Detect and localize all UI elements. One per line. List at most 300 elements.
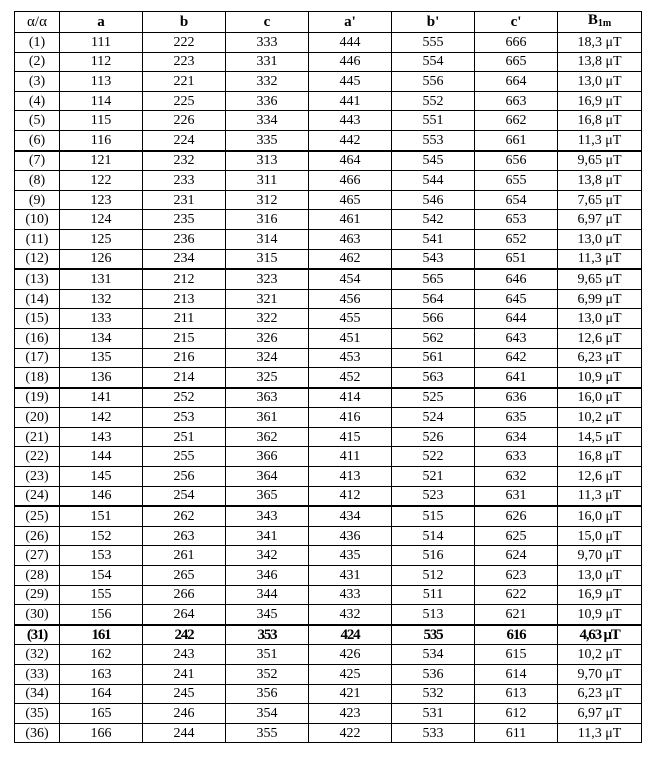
cell-b: 246 bbox=[143, 704, 226, 724]
cell-a: 111 bbox=[60, 33, 143, 53]
cell-c-prime: 643 bbox=[475, 328, 558, 348]
cell-c-prime: 654 bbox=[475, 190, 558, 210]
cell-b: 264 bbox=[143, 605, 226, 625]
cell-a: 116 bbox=[60, 130, 143, 150]
cell-index: (6) bbox=[15, 130, 60, 150]
cell-b-prime: 553 bbox=[392, 130, 475, 150]
cell-c-prime: 661 bbox=[475, 130, 558, 150]
cell-b1m: 9,70 μT bbox=[558, 665, 642, 685]
cell-a: 132 bbox=[60, 289, 143, 309]
cell-b: 243 bbox=[143, 645, 226, 665]
cell-b-prime: 533 bbox=[392, 723, 475, 743]
cell-a: 166 bbox=[60, 723, 143, 743]
cell-a: 124 bbox=[60, 210, 143, 230]
cell-a: 122 bbox=[60, 171, 143, 191]
cell-c: 353 bbox=[226, 625, 309, 645]
cell-b-prime: 535 bbox=[392, 625, 475, 645]
cell-index: (14) bbox=[15, 289, 60, 309]
cell-a: 143 bbox=[60, 427, 143, 447]
cell-c-prime: 612 bbox=[475, 704, 558, 724]
cell-a-prime: 456 bbox=[309, 289, 392, 309]
cell-b: 253 bbox=[143, 408, 226, 428]
table-row bbox=[15, 447, 642, 467]
table-row bbox=[15, 566, 642, 586]
cell-b-prime: 564 bbox=[392, 289, 475, 309]
cell-c-prime: 624 bbox=[475, 546, 558, 566]
cell-c: 326 bbox=[226, 328, 309, 348]
cell-c: 312 bbox=[226, 190, 309, 210]
cell-a: 145 bbox=[60, 467, 143, 487]
cell-index: (28) bbox=[15, 566, 60, 586]
cell-c-prime: 635 bbox=[475, 408, 558, 428]
cell-b1m: 10,9 μT bbox=[558, 605, 642, 625]
cell-index: (23) bbox=[15, 467, 60, 487]
cell-b: 213 bbox=[143, 289, 226, 309]
cell-c: 334 bbox=[226, 111, 309, 131]
cell-b1m: 11,3 μT bbox=[558, 486, 642, 506]
cell-b1m: 6,97 μT bbox=[558, 704, 642, 724]
table-row bbox=[15, 368, 642, 388]
cell-b1m: 13,0 μT bbox=[558, 229, 642, 249]
cell-a: 153 bbox=[60, 546, 143, 566]
table-row bbox=[15, 388, 642, 408]
cell-a: 115 bbox=[60, 111, 143, 131]
cell-b1m: 10,2 μT bbox=[558, 645, 642, 665]
cell-a-prime: 413 bbox=[309, 467, 392, 487]
cell-a-prime: 411 bbox=[309, 447, 392, 467]
cell-b1m: 16,8 μT bbox=[558, 111, 642, 131]
cell-b-prime: 555 bbox=[392, 33, 475, 53]
cell-b-prime: 513 bbox=[392, 605, 475, 625]
cell-index: (18) bbox=[15, 368, 60, 388]
cell-b-prime: 522 bbox=[392, 447, 475, 467]
cell-c-prime: 623 bbox=[475, 566, 558, 586]
cell-c-prime: 616 bbox=[475, 625, 558, 645]
cell-index: (25) bbox=[15, 506, 60, 526]
cell-index: (9) bbox=[15, 190, 60, 210]
cell-b1m: 7,65 μT bbox=[558, 190, 642, 210]
table-row bbox=[15, 309, 642, 329]
cell-c: 342 bbox=[226, 546, 309, 566]
table-row bbox=[15, 704, 642, 724]
table-row bbox=[15, 210, 642, 230]
cell-a: 161 bbox=[60, 625, 143, 645]
cell-a-prime: 426 bbox=[309, 645, 392, 665]
cell-index: (12) bbox=[15, 249, 60, 269]
cell-b-prime: 521 bbox=[392, 467, 475, 487]
cell-b1m: 11,3 μT bbox=[558, 130, 642, 150]
cell-c-prime: 615 bbox=[475, 645, 558, 665]
cell-c-prime: 633 bbox=[475, 447, 558, 467]
table-row bbox=[15, 229, 642, 249]
cell-index: (4) bbox=[15, 91, 60, 111]
cell-a: 126 bbox=[60, 249, 143, 269]
cell-index: (33) bbox=[15, 665, 60, 685]
cell-b-prime: 552 bbox=[392, 91, 475, 111]
cell-a-prime: 436 bbox=[309, 526, 392, 546]
cell-a: 125 bbox=[60, 229, 143, 249]
cell-b-prime: 532 bbox=[392, 684, 475, 704]
cell-a: 133 bbox=[60, 309, 143, 329]
cell-b1m: 16,8 μT bbox=[558, 447, 642, 467]
cell-c: 333 bbox=[226, 33, 309, 53]
table-row bbox=[15, 506, 642, 526]
cell-index: (1) bbox=[15, 33, 60, 53]
cell-b-prime: 525 bbox=[392, 388, 475, 408]
table-row bbox=[15, 348, 642, 368]
cell-a: 151 bbox=[60, 506, 143, 526]
cell-c-prime: 626 bbox=[475, 506, 558, 526]
cell-c-prime: 645 bbox=[475, 289, 558, 309]
cell-b-prime: 511 bbox=[392, 585, 475, 605]
cell-a: 156 bbox=[60, 605, 143, 625]
cell-a-prime: 433 bbox=[309, 585, 392, 605]
cell-b1m: 11,3 μT bbox=[558, 723, 642, 743]
cell-a-prime: 451 bbox=[309, 328, 392, 348]
cell-a: 144 bbox=[60, 447, 143, 467]
cell-b-prime: 523 bbox=[392, 486, 475, 506]
cell-c-prime: 631 bbox=[475, 486, 558, 506]
cell-b: 245 bbox=[143, 684, 226, 704]
document-page bbox=[14, 11, 641, 743]
cell-b-prime: 551 bbox=[392, 111, 475, 131]
cell-b-prime: 512 bbox=[392, 566, 475, 586]
table-row bbox=[15, 467, 642, 487]
cell-c: 345 bbox=[226, 605, 309, 625]
table-row bbox=[15, 526, 642, 546]
cell-c-prime: 651 bbox=[475, 249, 558, 269]
cell-a: 155 bbox=[60, 585, 143, 605]
cell-a: 134 bbox=[60, 328, 143, 348]
cell-c-prime: 634 bbox=[475, 427, 558, 447]
cell-b: 224 bbox=[143, 130, 226, 150]
cell-index: (8) bbox=[15, 171, 60, 191]
cell-b: 256 bbox=[143, 467, 226, 487]
table-row bbox=[15, 605, 642, 625]
cell-c: 321 bbox=[226, 289, 309, 309]
cell-b1m: 16,0 μT bbox=[558, 506, 642, 526]
cell-b: 241 bbox=[143, 665, 226, 685]
cell-b1m: 14,5 μT bbox=[558, 427, 642, 447]
cell-b1m: 12,6 μT bbox=[558, 328, 642, 348]
cell-index: (27) bbox=[15, 546, 60, 566]
cell-index: (15) bbox=[15, 309, 60, 329]
cell-a-prime: 423 bbox=[309, 704, 392, 724]
cell-b-prime: 534 bbox=[392, 645, 475, 665]
cell-a-prime: 462 bbox=[309, 249, 392, 269]
cell-c: 364 bbox=[226, 467, 309, 487]
cell-b1m: 10,9 μT bbox=[558, 368, 642, 388]
cell-a-prime: 414 bbox=[309, 388, 392, 408]
cell-c: 335 bbox=[226, 130, 309, 150]
cell-index: (26) bbox=[15, 526, 60, 546]
table-row bbox=[15, 111, 642, 131]
cell-a: 152 bbox=[60, 526, 143, 546]
cell-c: 336 bbox=[226, 91, 309, 111]
cell-a-prime: 455 bbox=[309, 309, 392, 329]
cell-a: 141 bbox=[60, 388, 143, 408]
cell-b: 231 bbox=[143, 190, 226, 210]
cell-b: 214 bbox=[143, 368, 226, 388]
cell-b: 216 bbox=[143, 348, 226, 368]
table-row bbox=[15, 585, 642, 605]
cell-a-prime: 416 bbox=[309, 408, 392, 428]
cell-index: (19) bbox=[15, 388, 60, 408]
cell-b-prime: 554 bbox=[392, 52, 475, 72]
cell-b1m: 9,65 μT bbox=[558, 269, 642, 289]
cell-c-prime: 652 bbox=[475, 229, 558, 249]
cell-c: 351 bbox=[226, 645, 309, 665]
cell-c-prime: 613 bbox=[475, 684, 558, 704]
cell-c-prime: 655 bbox=[475, 171, 558, 191]
cell-a-prime: 461 bbox=[309, 210, 392, 230]
cell-b-prime: 526 bbox=[392, 427, 475, 447]
cell-a-prime: 464 bbox=[309, 151, 392, 171]
cell-b: 222 bbox=[143, 33, 226, 53]
cell-a-prime: 412 bbox=[309, 486, 392, 506]
cell-b: 233 bbox=[143, 171, 226, 191]
table-row bbox=[15, 723, 642, 743]
cell-c: 316 bbox=[226, 210, 309, 230]
header-b1m bbox=[558, 12, 642, 33]
cell-b-prime: 531 bbox=[392, 704, 475, 724]
cell-index: (30) bbox=[15, 605, 60, 625]
cell-b-prime: 545 bbox=[392, 151, 475, 171]
cell-a: 112 bbox=[60, 52, 143, 72]
table-row bbox=[15, 130, 642, 150]
cell-b: 221 bbox=[143, 72, 226, 92]
cell-b: 252 bbox=[143, 388, 226, 408]
cell-b: 234 bbox=[143, 249, 226, 269]
table-row bbox=[15, 269, 642, 289]
cell-c: 346 bbox=[226, 566, 309, 586]
cell-c-prime: 611 bbox=[475, 723, 558, 743]
cell-b-prime: 565 bbox=[392, 269, 475, 289]
cell-a-prime: 466 bbox=[309, 171, 392, 191]
cell-index: (29) bbox=[15, 585, 60, 605]
cell-a: 146 bbox=[60, 486, 143, 506]
cell-b: 262 bbox=[143, 506, 226, 526]
cell-a-prime: 421 bbox=[309, 684, 392, 704]
cell-a: 135 bbox=[60, 348, 143, 368]
cell-c-prime: 663 bbox=[475, 91, 558, 111]
cell-c: 343 bbox=[226, 506, 309, 526]
cell-c: 344 bbox=[226, 585, 309, 605]
cell-b: 215 bbox=[143, 328, 226, 348]
header-b1m-main: B bbox=[587, 12, 598, 28]
table-row bbox=[15, 684, 642, 704]
cell-c: 331 bbox=[226, 52, 309, 72]
cell-a-prime: 441 bbox=[309, 91, 392, 111]
cell-c: 356 bbox=[226, 684, 309, 704]
cell-b1m: 13,0 μT bbox=[558, 309, 642, 329]
cell-c-prime: 632 bbox=[475, 467, 558, 487]
cell-b: 235 bbox=[143, 210, 226, 230]
cell-b: 261 bbox=[143, 546, 226, 566]
cell-b: 226 bbox=[143, 111, 226, 131]
cell-a: 165 bbox=[60, 704, 143, 724]
table-body bbox=[15, 33, 642, 743]
cell-b: 225 bbox=[143, 91, 226, 111]
cell-a-prime: 415 bbox=[309, 427, 392, 447]
cell-c-prime: 636 bbox=[475, 388, 558, 408]
cell-a-prime: 446 bbox=[309, 52, 392, 72]
cell-b-prime: 514 bbox=[392, 526, 475, 546]
cell-b-prime: 562 bbox=[392, 328, 475, 348]
cell-b: 232 bbox=[143, 151, 226, 171]
cell-b-prime: 541 bbox=[392, 229, 475, 249]
cell-a-prime: 445 bbox=[309, 72, 392, 92]
cell-a: 113 bbox=[60, 72, 143, 92]
cell-c: 322 bbox=[226, 309, 309, 329]
table-row bbox=[15, 408, 642, 428]
cell-a: 162 bbox=[60, 645, 143, 665]
cell-c-prime: 625 bbox=[475, 526, 558, 546]
cell-a: 164 bbox=[60, 684, 143, 704]
cell-a-prime: 443 bbox=[309, 111, 392, 131]
cell-b-prime: 516 bbox=[392, 546, 475, 566]
cell-index: (20) bbox=[15, 408, 60, 428]
cell-b1m: 13,0 μT bbox=[558, 566, 642, 586]
cell-a-prime: 431 bbox=[309, 566, 392, 586]
cell-c: 315 bbox=[226, 249, 309, 269]
table-row bbox=[15, 486, 642, 506]
cell-a-prime: 435 bbox=[309, 546, 392, 566]
cell-b: 251 bbox=[143, 427, 226, 447]
cell-a-prime: 452 bbox=[309, 368, 392, 388]
cell-b1m: 13,8 μT bbox=[558, 171, 642, 191]
cell-c: 314 bbox=[226, 229, 309, 249]
cell-index: (32) bbox=[15, 645, 60, 665]
cell-b1m: 6,97 μT bbox=[558, 210, 642, 230]
cell-b: 223 bbox=[143, 52, 226, 72]
cell-index: (36) bbox=[15, 723, 60, 743]
cell-index: (34) bbox=[15, 684, 60, 704]
cell-c-prime: 614 bbox=[475, 665, 558, 685]
cell-a-prime: 434 bbox=[309, 506, 392, 526]
cell-a-prime: 463 bbox=[309, 229, 392, 249]
cell-b1m: 6,23 μT bbox=[558, 348, 642, 368]
cell-c: 313 bbox=[226, 151, 309, 171]
cell-b-prime: 563 bbox=[392, 368, 475, 388]
header-b: b bbox=[143, 12, 226, 33]
table-row bbox=[15, 72, 642, 92]
cell-a-prime: 442 bbox=[309, 130, 392, 150]
cell-b-prime: 515 bbox=[392, 506, 475, 526]
cell-a-prime: 454 bbox=[309, 269, 392, 289]
cell-c-prime: 644 bbox=[475, 309, 558, 329]
cell-c: 354 bbox=[226, 704, 309, 724]
cell-b-prime: 561 bbox=[392, 348, 475, 368]
table-row bbox=[15, 289, 642, 309]
cell-c: 332 bbox=[226, 72, 309, 92]
cell-a-prime: 444 bbox=[309, 33, 392, 53]
cell-b: 244 bbox=[143, 723, 226, 743]
cell-b1m: 4,63 μT bbox=[558, 625, 642, 645]
cell-b-prime: 556 bbox=[392, 72, 475, 92]
cell-b-prime: 542 bbox=[392, 210, 475, 230]
table-row bbox=[15, 190, 642, 210]
cell-b: 265 bbox=[143, 566, 226, 586]
cell-a-prime: 424 bbox=[309, 625, 392, 645]
cell-b1m: 11,3 μT bbox=[558, 249, 642, 269]
cell-b1m: 16,9 μT bbox=[558, 91, 642, 111]
cell-index: (13) bbox=[15, 269, 60, 289]
cell-a: 142 bbox=[60, 408, 143, 428]
header-b-prime: b' bbox=[392, 12, 475, 33]
cell-a: 114 bbox=[60, 91, 143, 111]
cell-b1m: 13,0 μT bbox=[558, 72, 642, 92]
cell-index: (22) bbox=[15, 447, 60, 467]
cell-a-prime: 453 bbox=[309, 348, 392, 368]
cell-b: 242 bbox=[143, 625, 226, 645]
cell-c: 362 bbox=[226, 427, 309, 447]
header-c-prime: c' bbox=[475, 12, 558, 33]
header-b1m-sub: 1m bbox=[597, 18, 612, 29]
cell-b1m: 13,8 μT bbox=[558, 52, 642, 72]
table-row bbox=[15, 52, 642, 72]
cell-c-prime: 656 bbox=[475, 151, 558, 171]
cell-c-prime: 662 bbox=[475, 111, 558, 131]
cell-c-prime: 622 bbox=[475, 585, 558, 605]
cell-c: 361 bbox=[226, 408, 309, 428]
cell-b: 266 bbox=[143, 585, 226, 605]
cell-c-prime: 642 bbox=[475, 348, 558, 368]
cell-c: 366 bbox=[226, 447, 309, 467]
cell-b1m: 16,9 μT bbox=[558, 585, 642, 605]
cell-b1m: 6,23 μT bbox=[558, 684, 642, 704]
cell-b: 236 bbox=[143, 229, 226, 249]
cell-c: 323 bbox=[226, 269, 309, 289]
table-row bbox=[15, 665, 642, 685]
cell-a: 154 bbox=[60, 566, 143, 586]
cell-index: (11) bbox=[15, 229, 60, 249]
cell-a-prime: 425 bbox=[309, 665, 392, 685]
cell-c-prime: 641 bbox=[475, 368, 558, 388]
cell-a-prime: 432 bbox=[309, 605, 392, 625]
table-row bbox=[15, 427, 642, 447]
cell-c-prime: 646 bbox=[475, 269, 558, 289]
cell-index: (16) bbox=[15, 328, 60, 348]
table-row bbox=[15, 645, 642, 665]
permutation-table bbox=[14, 11, 642, 743]
cell-index: (35) bbox=[15, 704, 60, 724]
header-a-prime: a' bbox=[309, 12, 392, 33]
cell-a-prime: 465 bbox=[309, 190, 392, 210]
cell-c: 352 bbox=[226, 665, 309, 685]
cell-a: 163 bbox=[60, 665, 143, 685]
table-row bbox=[15, 546, 642, 566]
cell-a: 136 bbox=[60, 368, 143, 388]
cell-a: 121 bbox=[60, 151, 143, 171]
cell-b-prime: 566 bbox=[392, 309, 475, 329]
table-row bbox=[15, 91, 642, 111]
cell-index: (24) bbox=[15, 486, 60, 506]
cell-b-prime: 536 bbox=[392, 665, 475, 685]
table-row bbox=[15, 625, 642, 645]
cell-index: (31) bbox=[15, 625, 60, 645]
cell-b: 211 bbox=[143, 309, 226, 329]
cell-b-prime: 544 bbox=[392, 171, 475, 191]
cell-b1m: 18,3 μT bbox=[558, 33, 642, 53]
cell-b1m: 10,2 μT bbox=[558, 408, 642, 428]
table-row bbox=[15, 171, 642, 191]
cell-index: (17) bbox=[15, 348, 60, 368]
cell-b1m: 12,6 μT bbox=[558, 467, 642, 487]
cell-b1m: 15,0 μT bbox=[558, 526, 642, 546]
cell-c: 311 bbox=[226, 171, 309, 191]
cell-c: 341 bbox=[226, 526, 309, 546]
